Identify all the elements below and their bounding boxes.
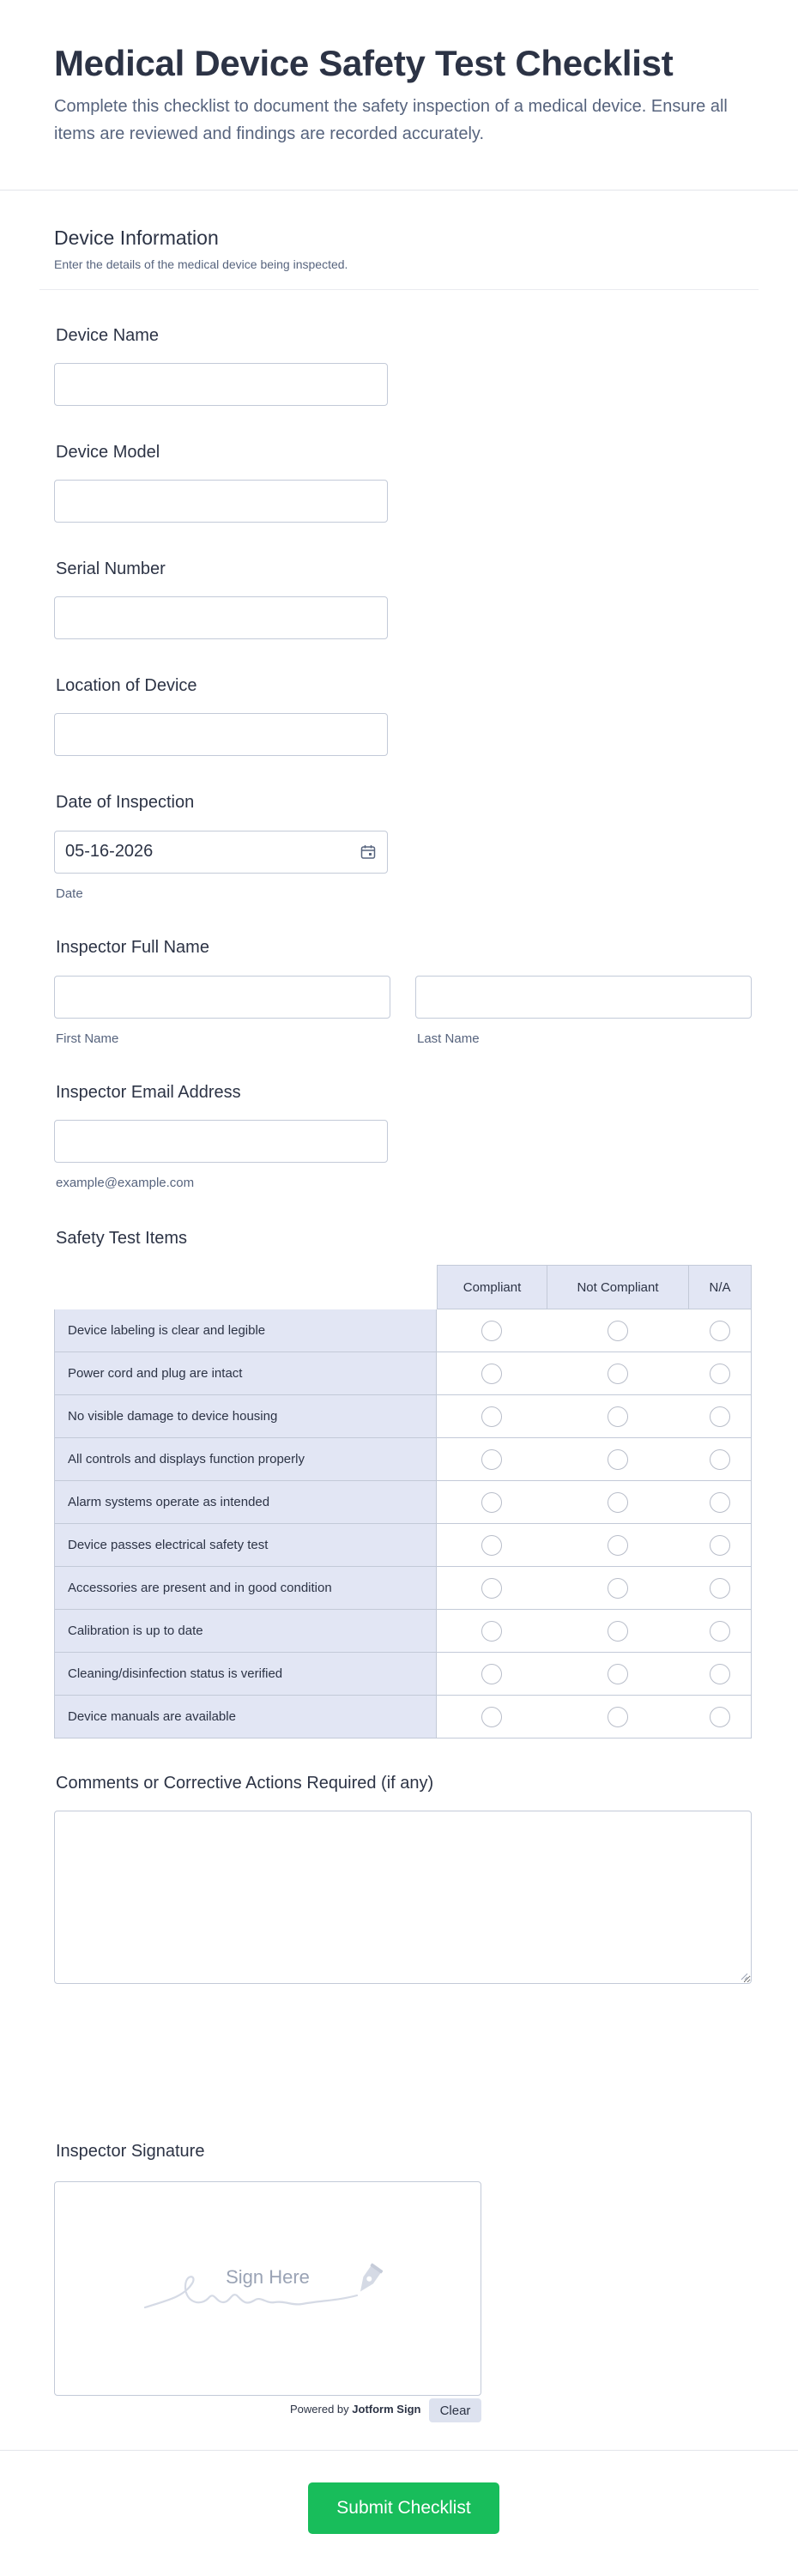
- last-name-sublabel: Last Name: [417, 1031, 480, 1046]
- matrix-row: [54, 1309, 752, 1352]
- section-title: Device Information: [54, 227, 219, 249]
- matrix-cell: [437, 1395, 547, 1438]
- email-input[interactable]: [54, 1120, 388, 1163]
- date-label: Date of Inspection: [56, 793, 195, 812]
- form-footer: [0, 2450, 798, 2576]
- radio-na[interactable]: [710, 1621, 730, 1642]
- serial-number-input[interactable]: [54, 596, 388, 639]
- matrix-cell: [437, 1481, 547, 1524]
- device-name-label: Device Name: [56, 326, 160, 345]
- matrix-row: [54, 1395, 752, 1438]
- signature-label: Inspector Signature: [56, 2142, 205, 2161]
- device-model-input[interactable]: [54, 480, 388, 523]
- matrix-cell: [688, 1395, 752, 1438]
- device-name-input[interactable]: [54, 363, 388, 406]
- radio-compliant[interactable]: [481, 1321, 502, 1341]
- radio-not-compliant[interactable]: [608, 1364, 628, 1384]
- powered-by: [290, 2403, 420, 2416]
- radio-compliant[interactable]: [481, 1578, 502, 1599]
- matrix-row-label: Alarm systems operate as intended: [54, 1481, 437, 1524]
- location-label: Location of Device: [56, 676, 197, 695]
- radio-na[interactable]: [710, 1492, 730, 1513]
- radio-compliant[interactable]: [481, 1535, 502, 1556]
- sign-here-placeholder: Sign Here: [226, 2266, 310, 2288]
- matrix-cell: [547, 1481, 689, 1524]
- radio-compliant[interactable]: [481, 1449, 502, 1470]
- matrix-row: [54, 1696, 752, 1738]
- matrix-cell: [547, 1395, 689, 1438]
- column-header: Compliant: [437, 1265, 547, 1309]
- matrix-row: [54, 1438, 752, 1481]
- pen-icon: [347, 2261, 388, 2302]
- radio-na[interactable]: [710, 1578, 730, 1599]
- radio-not-compliant[interactable]: [608, 1449, 628, 1470]
- matrix-cell: [688, 1653, 752, 1696]
- radio-compliant[interactable]: [481, 1664, 502, 1684]
- radio-na[interactable]: [710, 1707, 730, 1727]
- matrix-cell: [437, 1567, 547, 1610]
- clear-signature-button[interactable]: Clear: [429, 2398, 481, 2422]
- matrix-cell: [688, 1309, 752, 1352]
- matrix-cell: [547, 1309, 689, 1352]
- radio-compliant[interactable]: [481, 1492, 502, 1513]
- form-title: Medical Device Safety Test Checklist: [54, 43, 674, 83]
- matrix-cell: [437, 1438, 547, 1481]
- radio-compliant[interactable]: [481, 1406, 502, 1427]
- comments-textarea[interactable]: [54, 1811, 752, 1984]
- matrix-cell: [547, 1352, 689, 1395]
- date-value: 05-16-2026: [65, 842, 154, 861]
- first-name-sublabel: First Name: [56, 1031, 119, 1046]
- radio-na[interactable]: [710, 1364, 730, 1384]
- matrix-row-label: Accessories are present and in good condition: [54, 1567, 437, 1610]
- matrix-cell: [547, 1696, 689, 1738]
- first-name-input[interactable]: [54, 976, 390, 1019]
- matrix-row-label: Device manuals are available: [54, 1696, 437, 1738]
- matrix-cell: [547, 1653, 689, 1696]
- inspector-name-label: Inspector Full Name: [56, 938, 209, 957]
- matrix-cell: [437, 1696, 547, 1738]
- matrix-cell: [437, 1352, 547, 1395]
- radio-compliant[interactable]: [481, 1707, 502, 1727]
- matrix-cell: [688, 1524, 752, 1567]
- matrix-row-label: Device passes electrical safety test: [54, 1524, 437, 1567]
- radio-compliant[interactable]: [481, 1621, 502, 1642]
- email-label: Inspector Email Address: [56, 1083, 241, 1102]
- safety-items-label: Safety Test Items: [56, 1229, 188, 1248]
- date-sublabel: Date: [56, 886, 83, 901]
- radio-not-compliant[interactable]: [608, 1707, 628, 1727]
- column-header: N/A: [688, 1265, 752, 1309]
- powered-by-prefix: Powered by: [290, 2403, 349, 2416]
- matrix-cell: [547, 1567, 689, 1610]
- radio-not-compliant[interactable]: [608, 1578, 628, 1599]
- calendar-icon[interactable]: [360, 844, 377, 861]
- device-model-label: Device Model: [56, 443, 160, 462]
- signature-pad[interactable]: [54, 2181, 481, 2396]
- matrix-row: [54, 1610, 752, 1653]
- matrix-cell: [688, 1696, 752, 1738]
- matrix-row-label: No visible damage to device housing: [54, 1395, 437, 1438]
- radio-not-compliant[interactable]: [608, 1535, 628, 1556]
- matrix-cell: [547, 1610, 689, 1653]
- matrix-cell: [547, 1524, 689, 1567]
- location-input[interactable]: [54, 713, 388, 756]
- matrix-row: [54, 1481, 752, 1524]
- radio-not-compliant[interactable]: [608, 1406, 628, 1427]
- matrix-cell: [688, 1610, 752, 1653]
- radio-na[interactable]: [710, 1535, 730, 1556]
- radio-not-compliant[interactable]: [608, 1492, 628, 1513]
- matrix-row-label: Device labeling is clear and legible: [54, 1309, 437, 1352]
- matrix-cell: [688, 1567, 752, 1610]
- radio-compliant[interactable]: [481, 1364, 502, 1384]
- form-header: [0, 0, 798, 190]
- serial-number-label: Serial Number: [56, 559, 166, 578]
- section-subtitle: Enter the details of the medical device being inspected.: [54, 257, 348, 271]
- matrix-cell: [688, 1352, 752, 1395]
- radio-na[interactable]: [710, 1406, 730, 1427]
- radio-not-compliant[interactable]: [608, 1664, 628, 1684]
- radio-not-compliant[interactable]: [608, 1321, 628, 1341]
- radio-na[interactable]: [710, 1449, 730, 1470]
- matrix-cell: [437, 1610, 547, 1653]
- last-name-input[interactable]: [415, 976, 752, 1019]
- matrix-row-label: Cleaning/disinfection status is verified: [54, 1653, 437, 1696]
- matrix-row-label: Power cord and plug are intact: [54, 1352, 437, 1395]
- matrix-cell: [688, 1481, 752, 1524]
- matrix-cell: [437, 1653, 547, 1696]
- radio-na[interactable]: [710, 1321, 730, 1341]
- jotform-sign-brand: Jotform Sign: [352, 2403, 421, 2416]
- matrix-cell: [688, 1438, 752, 1481]
- matrix-row: [54, 1653, 752, 1696]
- radio-not-compliant[interactable]: [608, 1621, 628, 1642]
- matrix-cell: [437, 1309, 547, 1352]
- date-input[interactable]: [54, 831, 388, 874]
- radio-na[interactable]: [710, 1664, 730, 1684]
- matrix-cell: [547, 1438, 689, 1481]
- section-header: [39, 221, 759, 290]
- matrix-row: [54, 1524, 752, 1567]
- comments-label: Comments or Corrective Actions Required (if any): [56, 1774, 434, 1793]
- matrix-row-label: Calibration is up to date: [54, 1610, 437, 1653]
- matrix-row: [54, 1352, 752, 1395]
- matrix-row: [54, 1567, 752, 1610]
- form-subtitle: Complete this checklist to document the safety inspection of a medical device. Ensure all items are reviewed and findings are recorded accurately.: [54, 97, 728, 143]
- submit-button[interactable]: Submit Checklist: [308, 2482, 499, 2534]
- resize-grip-icon[interactable]: [740, 1972, 748, 1980]
- matrix-cell: [437, 1524, 547, 1567]
- email-sublabel: example@example.com: [56, 1176, 195, 1190]
- matrix-row-label: All controls and displays function properly: [54, 1438, 437, 1481]
- column-header: Not Compliant: [547, 1265, 689, 1309]
